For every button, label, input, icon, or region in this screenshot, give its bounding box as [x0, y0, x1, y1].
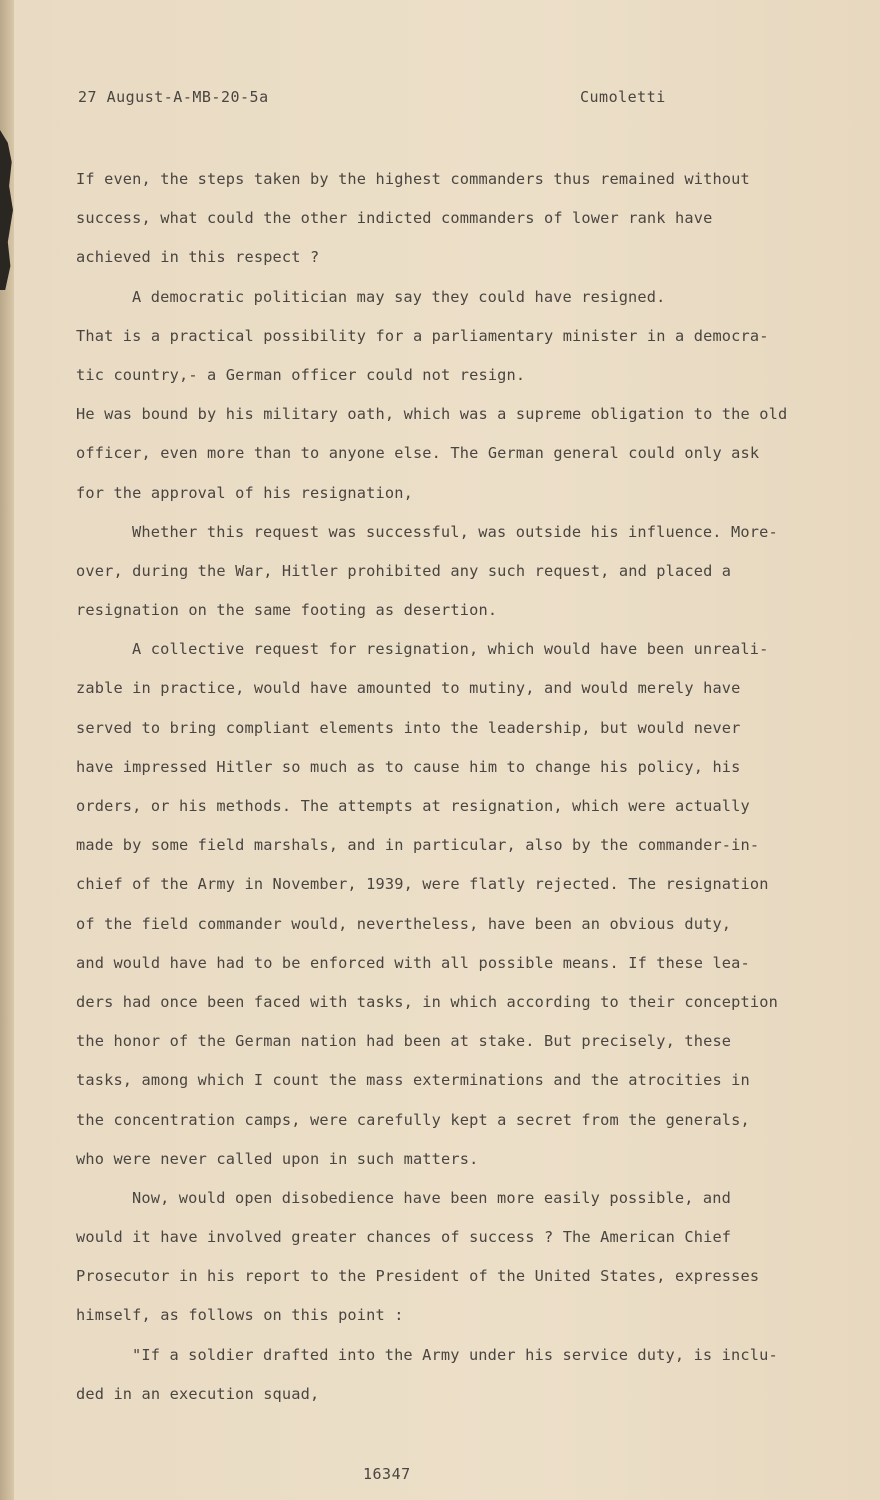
text-line: himself, as follows on this point :	[76, 1306, 404, 1325]
text-line: zable in practice, would have amounted to mutiny, and would merely have	[76, 679, 741, 698]
text-line: and would have had to be enforced with all possible means. If these lea-	[76, 953, 750, 972]
text-line: officer, even more than to anyone else. The German general could only ask	[76, 444, 760, 463]
text-line: If even, the steps taken by the highest commanders thus remained without	[76, 170, 750, 188]
text-line: orders, or his methods. The attempts at resignation, which were actually	[76, 797, 750, 815]
text-line: A democratic politician may say they could have resigned.	[132, 287, 666, 306]
text-line: made by some field marshals, and in particular, also by the commander-in-	[76, 836, 760, 855]
document-reference: 27 August-A-MB-20-5a	[78, 88, 269, 106]
page-number: 16347	[363, 1465, 411, 1483]
text-line: who were never called upon in such matters.	[76, 1149, 479, 1168]
text-line: the concentration camps, were carefully kept a secret from the generals,	[76, 1110, 750, 1129]
text-line: success, what could the other indicted commanders of lower rank have	[76, 209, 713, 228]
text-line: chief of the Army in November, 1939, were flatly rejected. The resignation	[76, 875, 769, 894]
text-line: He was bound by his military oath, which was a supreme obligation to the old	[76, 405, 788, 424]
text-line: would it have involved greater chances of success ? The American Chief	[76, 1228, 732, 1247]
text-line: Whether this request was successful, was outside his influence. More-	[132, 522, 778, 541]
text-line: ders had once been faced with tasks, in which according to their conception	[76, 992, 778, 1011]
text-line: Now, would open disobedience have been more easily possible, and	[132, 1188, 732, 1207]
document-body	[76, 160, 816, 1414]
text-line: for the approval of his resignation,	[76, 483, 413, 502]
text-line: served to bring compliant elements into the leadership, but would never	[76, 718, 741, 737]
text-line: tasks, among which I count the mass exterminations and the atrocities in	[76, 1071, 750, 1090]
text-line: over, during the War, Hitler prohibited any such request, and placed a	[76, 561, 732, 580]
text-line: Prosecutor in his report to the President of the United States, expresses	[76, 1267, 760, 1286]
text-line: the honor of the German nation had been at stake. But precisely, these	[76, 1032, 732, 1051]
text-line: That is a practical possibility for a parliamentary minister in a democra-	[76, 326, 769, 345]
text-line: A collective request for resignation, which would have been unreali-	[132, 640, 769, 659]
text-line: "If a soldier drafted into the Army under his service duty, is inclu-	[132, 1345, 778, 1364]
text-line: tic country,- a German officer could not resign.	[76, 365, 526, 384]
text-line: have impressed Hitler so much as to cause him to change his policy, his	[76, 757, 741, 776]
reporter-name: Cumoletti	[580, 88, 666, 106]
text-line: of the field commander would, nevertheless, have been an obvious duty,	[76, 914, 732, 933]
text-line: resignation on the same footing as desertion.	[76, 601, 498, 620]
text-line: ded in an execution squad,	[76, 1384, 320, 1403]
text-line: achieved in this respect ?	[76, 248, 320, 267]
